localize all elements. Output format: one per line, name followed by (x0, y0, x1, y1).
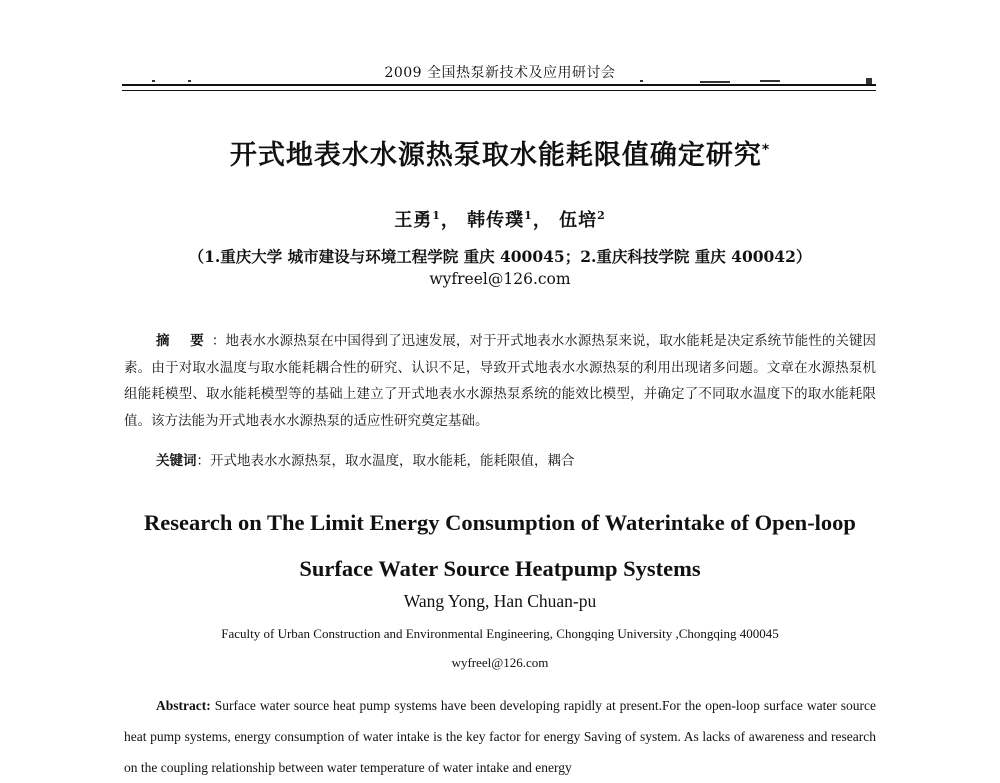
email-en: wyfreel@126.com (451, 655, 549, 670)
title-cn-footnote-mark: * (761, 142, 771, 158)
keywords-cn-sep: ： (196, 453, 210, 469)
author-cn-sup: 1 (432, 209, 441, 222)
authors-en: Wang Yong, Han Chuan-pu (403, 591, 597, 611)
paper-title-cn (0, 133, 1000, 172)
abstract-cn-text: 地表水水源热泵在中国得到了迅速发展，对于开式地表水水源热泵来说，取水能耗是决定系统节能性的关键因素。由于对取水温度与取水能耗耦合性的研究、认识不足，导致开式地表水水源热泵的利用出现诸多问题。文章在水源热泵机组能耗模型、取水能耗模型等的基础上建立了开式地表水水源热泵系统的能效比模型，并确定了不同取水温度下的取水能耗限值。该方法能为开式地表水水源热泵的适应性研究奠定基础。 (124, 333, 877, 429)
abstract-cn (124, 328, 876, 434)
author-cn-sup: 2 (597, 209, 606, 222)
keywords-cn-label: 关键词 (156, 453, 197, 469)
authors-cn (0, 206, 1000, 232)
running-head: 2009 全国热泵新技术及应用研讨会 (384, 65, 616, 81)
abstract-en-text: Surface water source heat pump systems have been developing rapidly at present.For the open-loop surface water source heat pump systems, energy consumption of water intake is the key factor for energy Saving of system. As lacks of awareness and research on the coupling relationship between water temperature of water intake and energy (124, 698, 877, 775)
author-cn-name: 伍培 (559, 210, 598, 231)
abstract-en-label: Abstract: (156, 698, 211, 713)
scan-speck (188, 80, 191, 82)
author-cn-sep: ， (532, 210, 552, 231)
keywords-cn-text: 开式地表水水源热泵，取水温度，取水能耗，能耗限值，耦合 (210, 453, 575, 469)
author-cn (467, 210, 552, 231)
scan-speck (152, 80, 155, 82)
affiliation-cn: （1.重庆大学 城市建设与环境工程学院 重庆 400045；2.重庆科技学院 重庆 400042） (188, 247, 812, 266)
author-cn-name: 王勇 (394, 210, 433, 231)
author-cn-name: 韩传璞 (467, 210, 525, 231)
abstract-cn-label: 摘 要 (156, 333, 212, 349)
author-cn (559, 210, 606, 231)
scan-speck (640, 80, 643, 82)
author-cn-sep: ， (440, 210, 460, 231)
keywords-cn (156, 448, 876, 474)
scan-speck (760, 80, 780, 82)
title-en-line: Surface Water Source Heatpump Systems (299, 556, 701, 581)
title-cn-text: 开式地表水水源热泵取水能耗限值确定研究 (229, 140, 762, 171)
email-cn: wyfreel@126.com (429, 270, 571, 288)
paper-title-en (0, 500, 1000, 592)
author-cn (394, 210, 460, 231)
abstract-en (124, 690, 876, 783)
scan-speck (700, 81, 730, 83)
abstract-cn-sep: ： (211, 333, 226, 349)
author-cn-sup: 1 (524, 209, 533, 222)
title-en-line: Research on The Limit Energy Consumption of Waterintake of Open-loop (144, 510, 856, 535)
scan-speck (866, 78, 872, 84)
header-rule-thick (122, 84, 876, 86)
header-rule-thin (122, 90, 876, 91)
affiliation-en: Faculty of Urban Construction and Environmental Engineering, Chongqing University ,Chongqing 400045 (221, 626, 779, 641)
